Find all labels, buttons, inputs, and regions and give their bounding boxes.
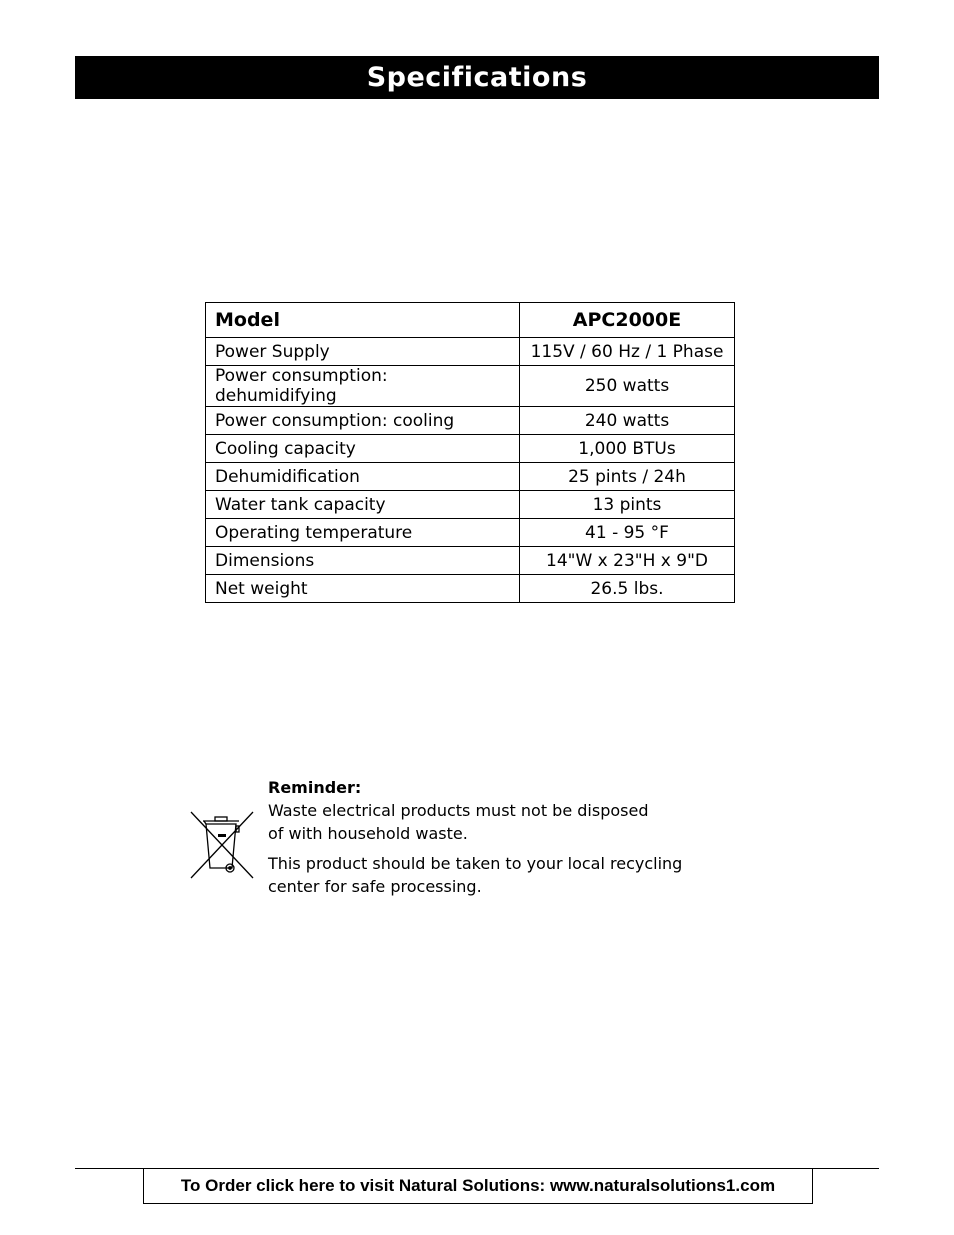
- spec-label: Operating temperature: [206, 519, 520, 547]
- spec-label: Power Supply: [206, 338, 520, 366]
- spec-label: Dehumidification: [206, 463, 520, 491]
- spec-label: Power consumption: cooling: [206, 407, 520, 435]
- reminder-line: of with household waste.: [268, 824, 468, 843]
- header-model-value: APC2000E: [520, 303, 735, 338]
- page-title: Specifications: [366, 62, 588, 93]
- crossed-out-wheelie-bin-icon: [189, 810, 255, 880]
- table-header-row: [206, 303, 735, 338]
- table-row: [206, 519, 735, 547]
- order-link-button[interactable]: To Order click here to visit Natural Solutions: www.naturalsolutions1.com: [143, 1168, 813, 1204]
- header-model-label: Model: [206, 303, 520, 338]
- reminder-line: Waste electrical products must not be disposed: [268, 801, 649, 820]
- title-bar: [75, 56, 879, 99]
- spec-value: 1,000 BTUs: [520, 435, 735, 463]
- spec-value: 25 pints / 24h: [520, 463, 735, 491]
- spec-value: 26.5 lbs.: [520, 575, 735, 603]
- table-row: [206, 366, 735, 407]
- reminder-heading: Reminder:: [268, 778, 362, 797]
- reminder-line: center for safe processing.: [268, 877, 482, 896]
- table-row: [206, 435, 735, 463]
- table-row: [206, 407, 735, 435]
- spec-label: Power consumption: dehumidifying: [206, 366, 520, 407]
- spec-label: Dimensions: [206, 547, 520, 575]
- spec-label: Cooling capacity: [206, 435, 520, 463]
- spec-value: 13 pints: [520, 491, 735, 519]
- table-row: [206, 547, 735, 575]
- reminder-notice: [268, 776, 688, 898]
- spec-value: 240 watts: [520, 407, 735, 435]
- spec-label: Water tank capacity: [206, 491, 520, 519]
- specifications-table: [205, 302, 735, 603]
- reminder-line: This product should be taken to your local recycling: [268, 854, 683, 873]
- spec-value: 250 watts: [520, 366, 735, 407]
- table-row: [206, 463, 735, 491]
- spec-value: 41 - 95 °F: [520, 519, 735, 547]
- spec-label: Net weight: [206, 575, 520, 603]
- table-row: [206, 338, 735, 366]
- spec-value: 115V / 60 Hz / 1 Phase: [520, 338, 735, 366]
- spec-value: 14"W x 23"H x 9"D: [520, 547, 735, 575]
- table-row: [206, 575, 735, 603]
- table-row: [206, 491, 735, 519]
